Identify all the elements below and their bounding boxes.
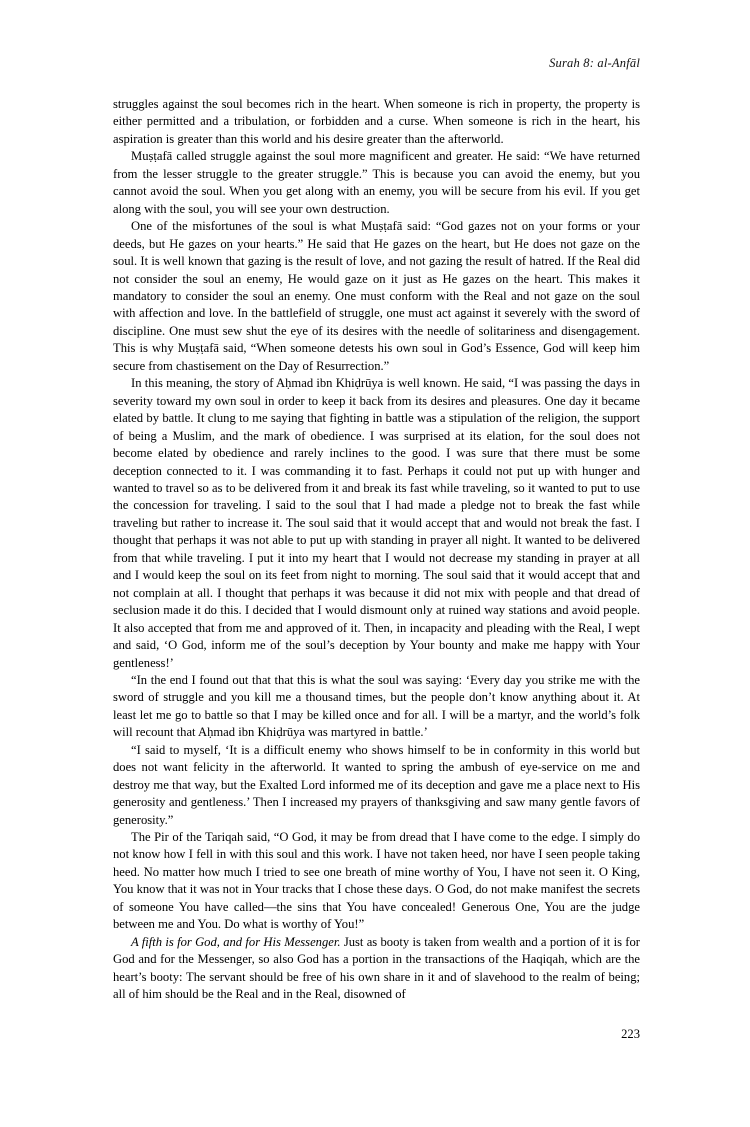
- para-ahmad-ibn-khidruya-segment-0: In this meaning, the story of Aḥmad ibn Khiḍrūya is well known. He said, “I was passing the days in severity toward my own soul in order to keep it back from its desires and pleasures. One day it became elated by battle. It clung to me saying that fighting in battle was a stipulation of the religion, the support of being a Muslim, and the mark of obedience. I was surprised at its elation, for the soul does not become elated by obedience and rarely inclines to the good. I was sure that there must be some deception connected to it. I was commanding it to fast. Perhaps it could not put up with hunger and wanted to travel so as to be delivered from it and break its fast while traveling, so it wanted to put to use the concession for traveling. I said to the soul that I had made a pledge not to break the fast while traveling but rather to increase it. The soul said that it would accept that and would not break the fast. I thought that perhaps it was not able to put up with standing in prayer all night. It wanted to be delivered from that while traveling. I put it into my heart that I would not decrease my standing in prayer at all and I would keep the soul on its feet from night to morning. The soul said that it would accept that and not complain at all. I thought that perhaps it was because it did not mix with people and that dread of seclusion made it do this. I decided that I would dismount only at ruined way stations and avoid people. It also accepted that from me and approved of it. Then, in incapacity and pleading with the Real, I wept and said, ‘O God, inform me of the soul’s deception by Your bounty and make me happy with Your gentleness!’: [113, 376, 640, 670]
- para-misfortunes-of-soul-segment-0: One of the misfortunes of the soul is what Muṣṭafā said: “God gazes not on your forms or your deeds, but He gazes on your hearts.” He said that He gazes on the heart, but He does not gaze on the soul. It is well known that gazing is the result of love, and not gazing the result of hatred. If the Real did not consider the soul an enemy, He would gaze on it just as He gazes on the heart. This makes it mandatory to consider the soul an enemy. One must conform with the Real and not gaze on the soul with affection and love. In the battlefield of struggle, one must act against it severely with the sword of discipline. One must sew shut the eye of its desires with the needle of solitariness and disengagement. This is why Muṣṭafā said, “When someone detests his own soul in God’s Essence, God will keep him secure from chastisement on the Day of Resurrection.”: [113, 219, 640, 373]
- para-misfortunes-of-soul: [113, 218, 640, 375]
- para-a-fifth-is-for-god: [113, 934, 640, 1004]
- para-struggles-against-soul-segment-0: struggles against the soul becomes rich in the heart. When someone is rich in property, the property is either permitted and a tribulation, or forbidden and a curse. When someone is rich in the heart, his aspiration is greater than this world and his desire greater than the afterworld.: [113, 97, 640, 146]
- body-text-block: [113, 96, 640, 1004]
- para-mustafa-greater-struggle: [113, 148, 640, 218]
- para-a-fifth-is-for-god-segment-0: A fifth is for God, and for His Messenger.: [131, 934, 341, 949]
- para-pir-of-the-tariqah-segment-0: The Pir of the Tariqah said, “O God, it may be from dread that I have come to the edge. I simply do not know how I fell in with this soul and this work. I have not taken heed, nor have I seen people taking heed. No matter how much I tried to see one breath of mine worthy of You, I have not seen it. O King, You know that it was not in Your tracks that I chose these days. O God, do not make manifest the secrets of someone You have called—the sins that You have concealed! Generous One, You are the judge between me and You. Do what is worthy of You!”: [113, 830, 640, 932]
- para-mustafa-greater-struggle-segment-0: Muṣṭafā called struggle against the soul more magnificent and greater. He said: “We have returned from the lesser struggle to the greater struggle.” This is because you can avoid the enemy, but you cannot avoid the soul. When you get along with an enemy, you will be secure from his evil. If you get along with the soul, you will see your own destruction.: [113, 149, 640, 216]
- page-number: 223: [621, 1027, 640, 1041]
- para-ahmad-ibn-khidruya: [113, 375, 640, 672]
- running-head: Surah 8: al-Anfāl: [549, 56, 640, 70]
- para-in-the-end-i-found-out-segment-0: “In the end I found out that that this is what the soul was saying: ‘Every day you strike me with the sword of struggle and you kill me a thousand times, but the people don’t know anything about it. At least let me go to battle so that I may be killed once and for all. I will be a martyr, and the world’s folk will recount that Aḥmad ibn Khiḍrūya was martyred in battle.’: [113, 672, 640, 740]
- para-struggles-against-soul: [113, 96, 640, 148]
- para-pir-of-the-tariqah: [113, 829, 640, 934]
- para-in-the-end-i-found-out: [113, 672, 640, 742]
- para-i-said-to-myself: [113, 742, 640, 829]
- para-i-said-to-myself-segment-0: “I said to myself, ‘It is a difficult enemy who shows himself to be in conformity in this world but does not want felicity in the afterworld. It wanted to spring the ambush of eye-service on me and destroy me that way, but the Exalted Lord informed me of its deception and gave me a place next to His generosity and gentleness.’ Then I increased my prayers of thanksgiving and saw many gentle favors of generosity.”: [113, 742, 640, 827]
- para-a-fifth-is-for-god-segment-1: Just as booty is taken from wealth and a portion of it is for God and for the Messenger, so also God has a portion in the transactions of the Haqiqah, which are the heart’s booty: The servant should be free of his own share in it and of slavehood to the realm of being; all of him should be the Real and in the Real, disowned of: [113, 934, 640, 1002]
